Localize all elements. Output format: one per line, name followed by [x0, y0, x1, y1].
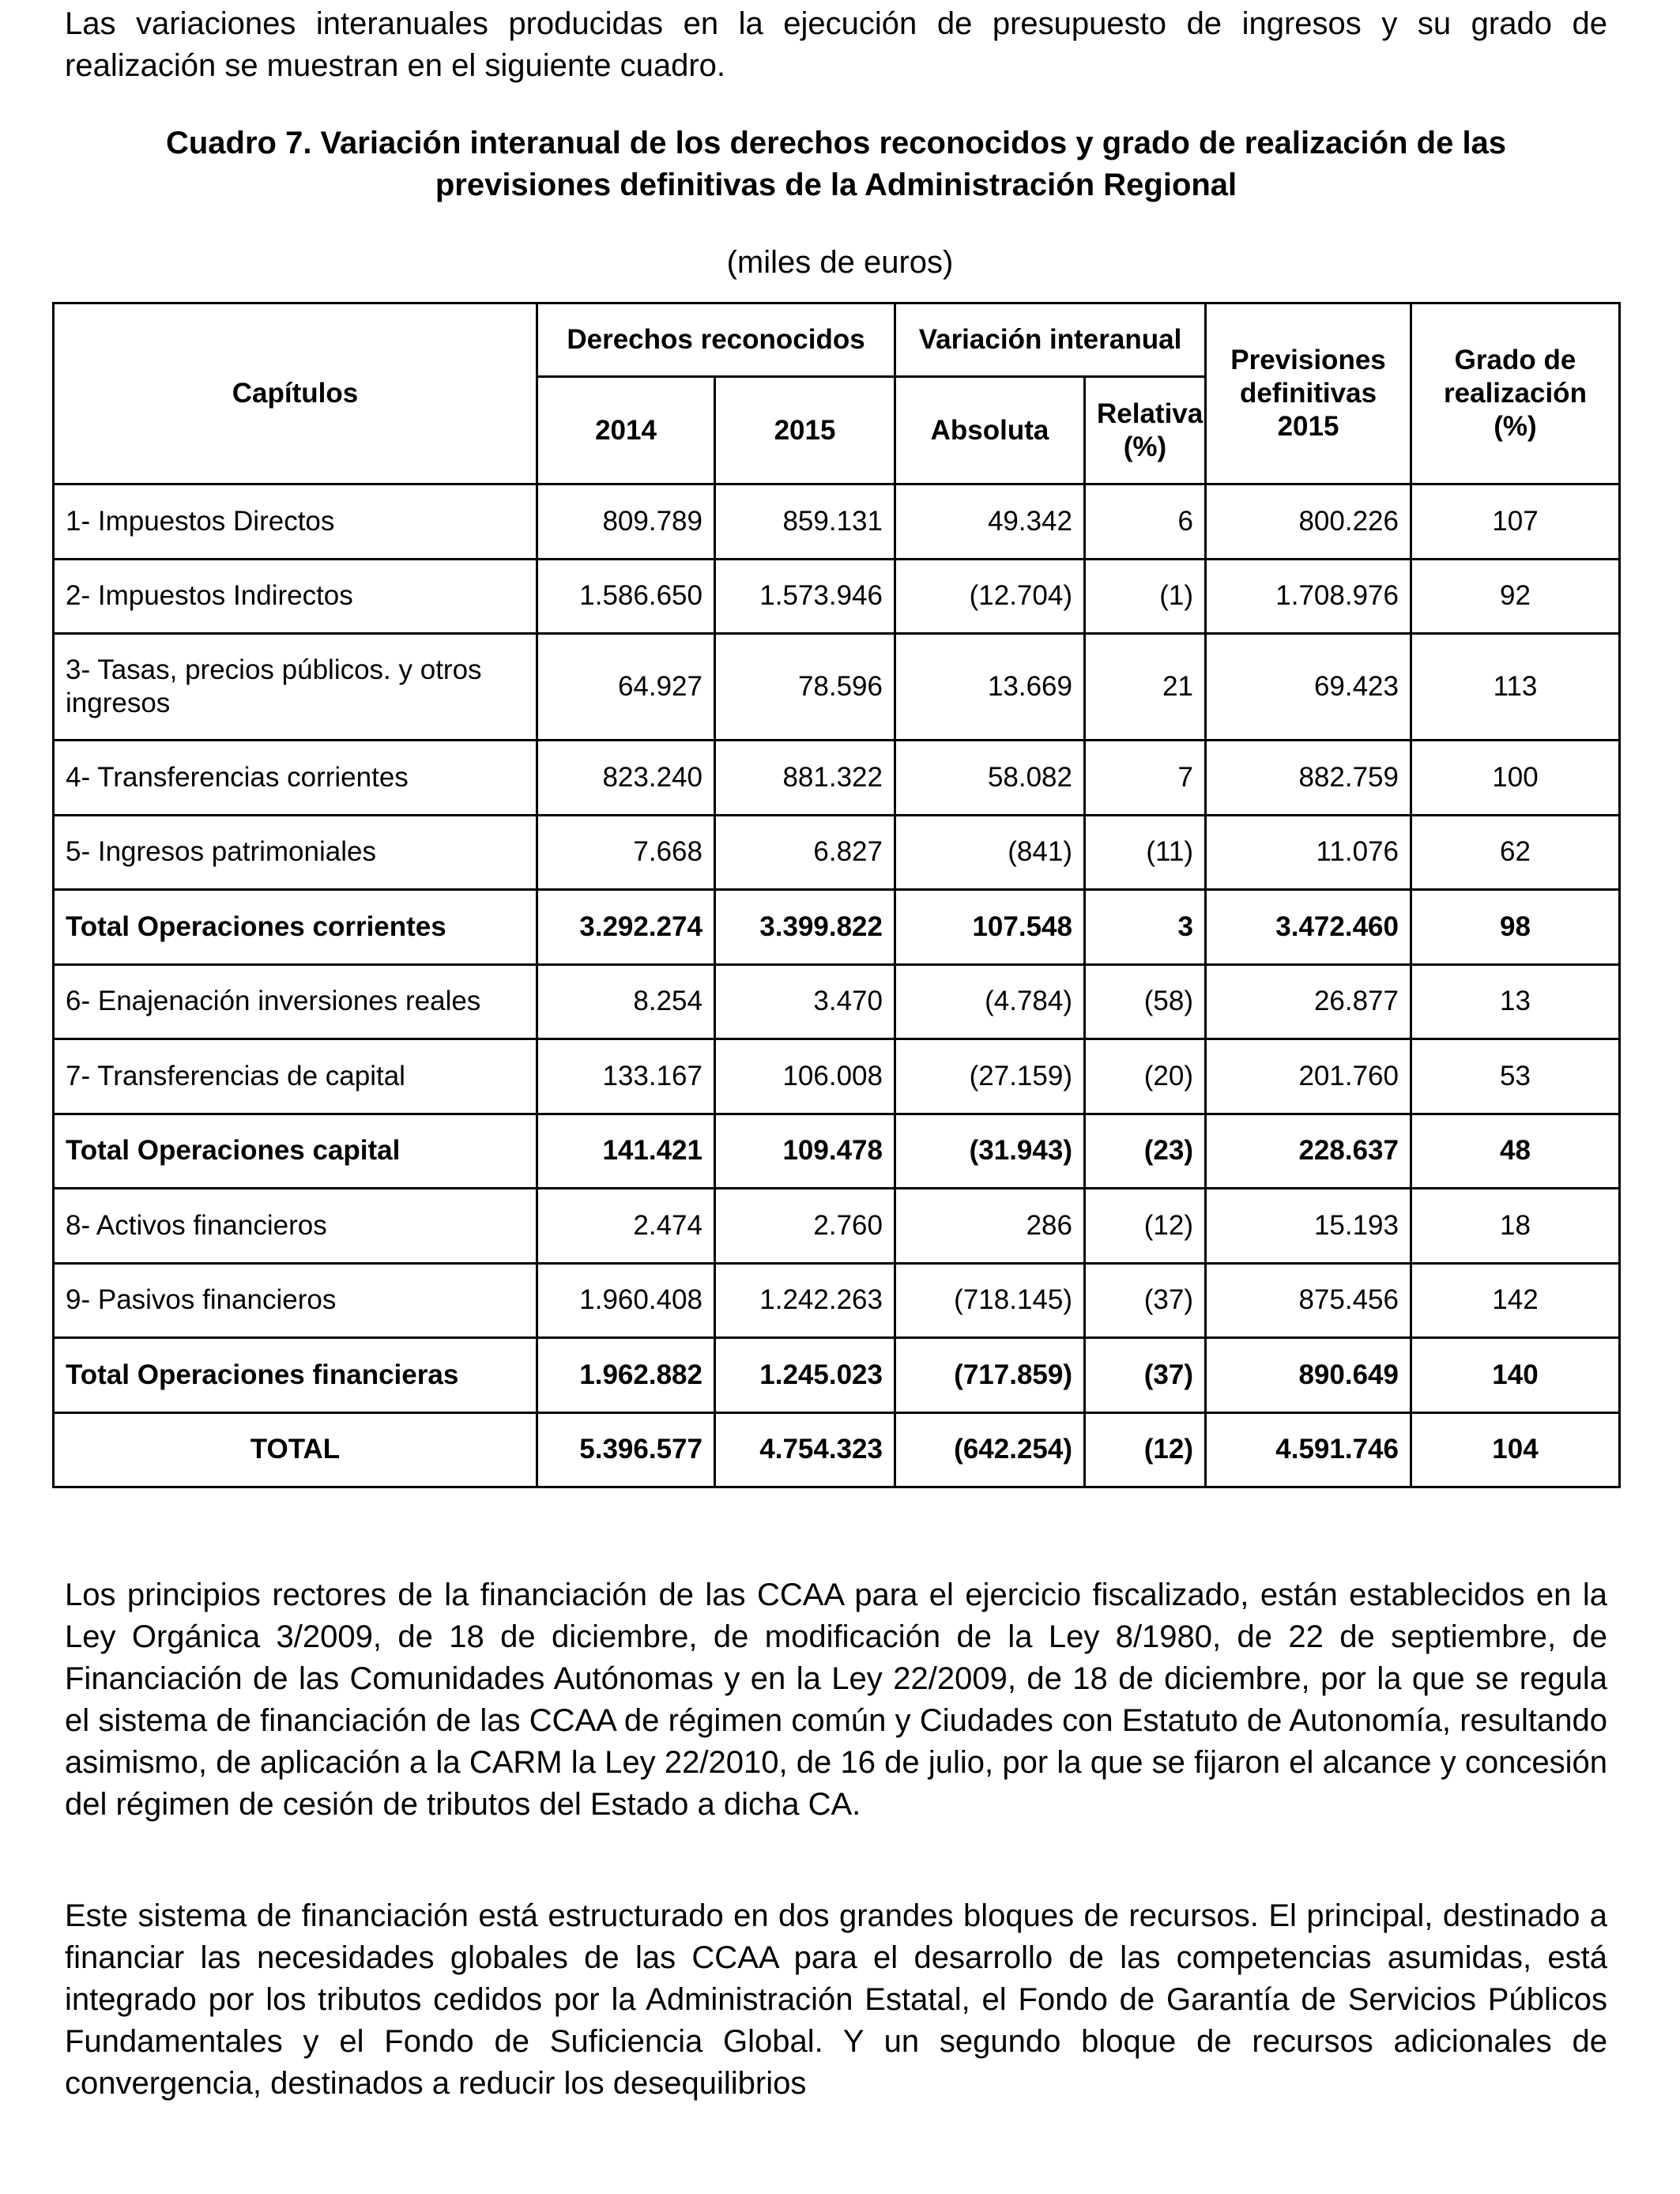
table-row-grand-total: TOTAL 5.396.577 4.754.323 (642.254) (12) 4.591.746 104 — [54, 1412, 1620, 1487]
table-row: 2- Impuestos Indirectos 1.586.650 1.573.946 (12.704) (1) 1.708.976 92 — [54, 559, 1620, 634]
header-2015: 2015 — [715, 377, 895, 484]
revenue-variation-table — [52, 302, 1621, 1488]
table-row: 1- Impuestos Directos 809.789 859.131 49.342 6 800.226 107 — [54, 484, 1620, 560]
table-units: (miles de euros) — [726, 245, 954, 280]
header-capitulos: Capítulos — [54, 303, 537, 484]
table-row: 3- Tasas, precios públicos. y otros ingresos 64.927 78.596 13.669 21 69.423 113 — [54, 634, 1620, 741]
table-row: 5- Ingresos patrimoniales 7.668 6.827 (841) (11) 11.076 62 — [54, 815, 1620, 890]
table-row: 4- Transferencias corrientes 823.240 881.322 58.082 7 882.759 100 — [54, 741, 1620, 816]
table-row: 8- Activos financieros 2.474 2.760 286 (12) 15.193 18 — [54, 1189, 1620, 1264]
table-title-line1: Cuadro 7. Variación interanual de los derechos reconocidos y grado de realización de las — [165, 126, 1507, 160]
table-row: 6- Enajenación inversiones reales 8.254 3.470 (4.784) (58) 26.877 13 — [54, 964, 1620, 1039]
header-2014: 2014 — [537, 377, 715, 484]
financing-principles-paragraph: Los principios rectores de la financiación de las CCAA para el ejercicio fiscalizado, están establecidos en la Ley Orgánica 3/2009, de 18 de diciembre, de modificación de la Ley 8/1980, de 22 de septiembre, de Financiación de las Comunidades Autónomas y en la Ley 22/2009, de 18 de diciembre, por la que se regula el sistema de financiación de las CCAA de régimen común y Ciudades con Estatuto de Autonomía, resultando asimismo, de aplicación a la CARM la Ley 22/2010, de 16 de julio, por la que se fijaron el alcance y concesión del régimen de cesión de tributos del Estado a dicha CA. — [65, 1578, 1607, 1822]
table-row-total-financieras: Total Operaciones financieras 1.962.882 1.245.023 (717.859) (37) 890.649 140 — [54, 1338, 1620, 1413]
header-grado-realizacion: Grado de realización (%) — [1411, 303, 1620, 484]
header-absoluta: Absoluta — [895, 377, 1085, 484]
table-row: 7- Transferencias de capital 133.167 106.008 (27.159) (20) 201.760 53 — [54, 1039, 1620, 1114]
header-relativa: Relativa (%) — [1085, 377, 1206, 484]
financing-system-paragraph: Este sistema de financiación está estructurado en dos grandes bloques de recursos. El principal, destinado a financiar las necesidades globales de las CCAA para el desarrollo de las competencias asumidas, está integrado por los tributos cedidos por la Administración Estatal, el Fondo de Garantía de Servicios Públicos Fundamentales y el Fondo de Suficiencia Global. Y un segundo bloque de recursos adicionales de convergencia, destinados a reducir los desequilibrios — [65, 1898, 1607, 2101]
header-previsiones: Previsiones definitivas 2015 — [1206, 303, 1411, 484]
table-title-line2: previsiones definitivas de la Administración Regional — [435, 168, 1237, 202]
intro-paragraph: Las variaciones interanuales producidas en la ejecución de presupuesto de ingresos y su grado de realización se muestran en el siguiente cuadro. — [65, 6, 1607, 83]
header-derechos-reconocidos: Derechos reconocidos — [537, 303, 895, 377]
table-row-total-corrientes: Total Operaciones corrientes 3.292.274 3.399.822 107.548 3 3.472.460 98 — [54, 890, 1620, 965]
table-row-total-capital: Total Operaciones capital 141.421 109.478 (31.943) (23) 228.637 48 — [54, 1114, 1620, 1189]
table-row: 9- Pasivos financieros 1.960.408 1.242.263 (718.145) (37) 875.456 142 — [54, 1263, 1620, 1338]
table-title — [65, 123, 1607, 206]
header-variacion-interanual: Variación interanual — [895, 303, 1206, 377]
